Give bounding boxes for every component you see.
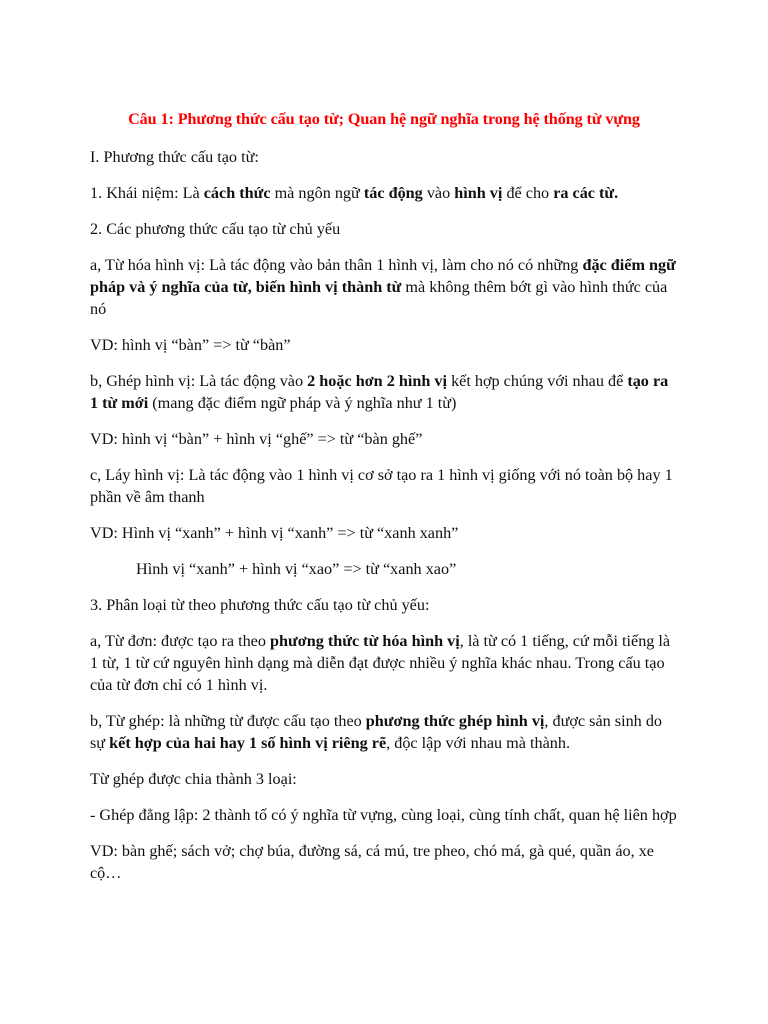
paragraph-methods-heading (90, 218, 678, 240)
paragraph-example-a (90, 334, 678, 356)
paragraph-example-c-1 (90, 522, 678, 544)
text-run: - Ghép đẳng lập: 2 thành tố có ý nghĩa từ vựng, cùng loại, cùng tính chất, quan hệ liên hợp (90, 806, 677, 824)
text-run: Hình vị “xanh” + hình vị “xao” => từ “xanh xao” (136, 560, 457, 578)
bold-text: hình vị (454, 184, 503, 202)
paragraph-classification-heading (90, 594, 678, 616)
text-run: kết hợp chúng với nhau để (447, 372, 628, 390)
text-run: mà không thêm bớt gì vào hình thức của nó (90, 278, 668, 318)
text-run: b, Từ ghép: là những từ được cấu tạo theo (90, 712, 366, 730)
paragraph-compound-word (90, 710, 678, 754)
text-run: VD: hình vị “bàn” => từ “bàn” (90, 336, 291, 354)
bold-text: kết hợp của hai hay 1 số hình vị riêng rẽ (109, 734, 387, 752)
paragraph-example-c-2 (90, 558, 678, 580)
text-run: Từ ghép được chia thành 3 loại: (90, 770, 297, 788)
bold-text: 2 hoặc hơn 2 hình vị (307, 372, 448, 390)
paragraph-list (90, 146, 678, 884)
bold-text: phương thức từ hóa hình vị (270, 632, 460, 650)
paragraph-coordinate-compound (90, 804, 678, 826)
text-run: b, Ghép hình vị: Là tác động vào (90, 372, 308, 390)
bold-text: cách thức (203, 184, 271, 202)
text-run: a, Từ hóa hình vị: Là tác động vào bản thân 1 hình vị, làm cho nó có những (90, 256, 583, 274)
text-run: 2. Các phương thức cấu tạo từ chủ yếu (90, 220, 341, 238)
paragraph-section-1-heading (90, 146, 678, 168)
text-run: để cho (502, 184, 554, 202)
paragraph-definition (90, 182, 678, 204)
text-run: 3. Phân loại từ theo phương thức cấu tạo từ chủ yếu: (90, 596, 430, 614)
document-body (90, 108, 678, 898)
text-run: VD: Hình vị “xanh” + hình vị “xanh” => từ “xanh xanh” (90, 524, 459, 542)
paragraph-method-c (90, 464, 678, 508)
text-run: , độc lập với nhau mà thành. (386, 734, 571, 752)
paragraph-method-a (90, 254, 678, 320)
text-run: I. Phương thức cấu tạo từ: (90, 148, 259, 166)
text-run: mà ngôn ngữ (270, 184, 364, 202)
paragraph-simple-word (90, 630, 678, 696)
bold-text: tác động (363, 184, 423, 202)
paragraph-compound-types (90, 768, 678, 790)
text-run: , là từ có 1 tiếng, cứ mỗi tiếng là 1 từ, 1 từ cứ nguyên hình dạng mà diễn đạt được nhiều ý nghĩa khác nhau. Trong cấu tạo của từ đơn chỉ có 1 hình vị. (90, 632, 671, 694)
question-title: Câu 1: Phương thức cấu tạo từ; Quan hệ ngữ nghĩa trong hệ thống từ vựng (128, 110, 640, 128)
bold-text: phương thức ghép hình vị (365, 712, 545, 730)
paragraph-coordinate-examples (90, 840, 678, 884)
bold-text: tạo ra 1 từ mới (90, 372, 669, 412)
paragraph-example-b (90, 428, 678, 450)
text-run: VD: bàn ghế; sách vở; chợ búa, đường sá, cá mú, tre pheo, chó má, gà qué, quần áo, xe cộ… (90, 842, 654, 882)
text-run: VD: hình vị “bàn” + hình vị “ghế” => từ “bàn ghế” (90, 430, 423, 448)
text-run: a, Từ đơn: được tạo ra theo (90, 632, 271, 650)
paragraph-method-b (90, 370, 678, 414)
text-run: c, Láy hình vị: Là tác động vào 1 hình vị cơ sở tạo ra 1 hình vị giống với nó toàn bộ hay 1 phần về âm thanh (90, 466, 673, 506)
text-run: (mang đặc điểm ngữ pháp và ý nghĩa như 1 từ) (148, 394, 457, 412)
text-run: , được sản sinh do sự (90, 712, 663, 752)
bold-text: đặc điểm ngữ pháp và ý nghĩa của từ, biến hình vị thành từ (90, 256, 676, 296)
text-run: 1. Khái niệm: Là (90, 184, 204, 202)
bold-text: ra các từ. (553, 184, 619, 202)
text-run: vào (422, 184, 455, 202)
